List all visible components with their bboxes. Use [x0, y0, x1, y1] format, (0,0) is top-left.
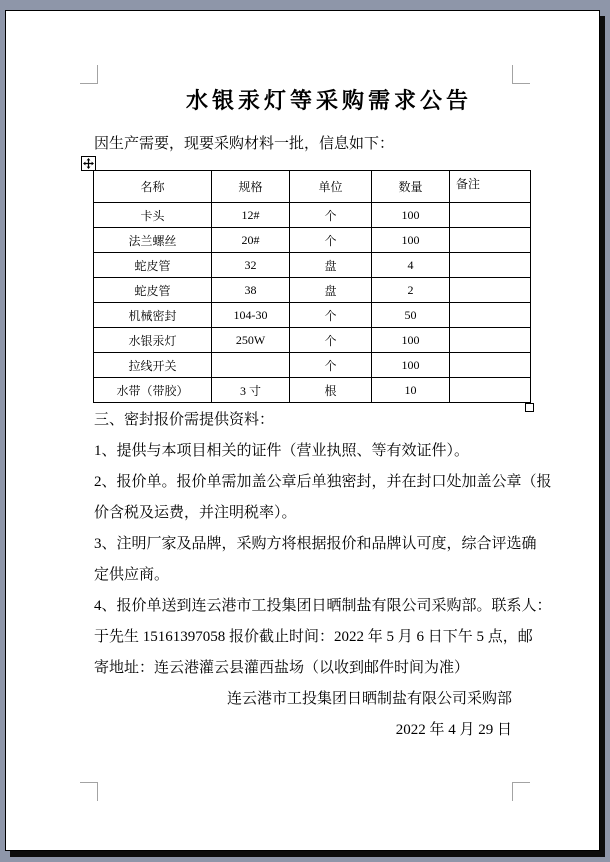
- intro-paragraph: 因生产需要，现要采购材料一批，信息如下：: [94, 136, 395, 152]
- table-cell: 100: [372, 203, 450, 228]
- table-cell: 水银汞灯: [94, 328, 212, 353]
- margin-mark-bottom-right: [512, 782, 530, 801]
- table-cell: 50: [372, 303, 450, 328]
- table-cell: 根: [290, 378, 372, 403]
- body-line: 于先生 15161397058 报价截止时间：2022 年 5 月 6 日下午 5 点，邮: [94, 629, 533, 645]
- body-line: 2022 年 4 月 29 日: [395, 722, 512, 738]
- table-cell: 4: [372, 253, 450, 278]
- table-cell: 个: [290, 328, 372, 353]
- table-header-row: [94, 171, 531, 203]
- margin-mark-top-right: [512, 65, 530, 84]
- table-cell: [450, 228, 531, 253]
- table-row: [94, 303, 531, 328]
- body-line: 2、报价单。报价单需加盖公章后单独密封，并在封口处加盖公章（报: [94, 474, 552, 490]
- table-cell: 个: [290, 353, 372, 378]
- column-header: 数量: [372, 171, 450, 203]
- table-cell: 拉线开关: [94, 353, 212, 378]
- table-cell: 蛇皮管: [94, 253, 212, 278]
- table-cell: 10: [372, 378, 450, 403]
- table-cell: 32: [212, 253, 290, 278]
- table-cell: 100: [372, 328, 450, 353]
- body-line: 3、注明厂家及品牌，采购方将根据报价和品牌认可度，综合评选确: [94, 536, 537, 552]
- table-cell: 法兰螺丝: [94, 228, 212, 253]
- table-cell: [450, 378, 531, 403]
- table-cell: 100: [372, 353, 450, 378]
- body-line: 价含税及运费，并注明税率）。: [94, 505, 297, 521]
- table-row: [94, 203, 531, 228]
- move-cross-icon: [83, 158, 94, 169]
- table-cell: 250W: [212, 328, 290, 353]
- column-header: 备注: [450, 171, 531, 203]
- table-row: [94, 328, 531, 353]
- table-cell: 盘: [290, 253, 372, 278]
- procurement-table: [93, 170, 531, 403]
- table-cell: 盘: [290, 278, 372, 303]
- table-cell: 12#: [212, 203, 290, 228]
- table-body: [94, 203, 531, 403]
- document-page: [5, 10, 600, 851]
- table-cell: 3 寸: [212, 378, 290, 403]
- table-cell: 2: [372, 278, 450, 303]
- table-cell: 个: [290, 203, 372, 228]
- table-cell: 104-30: [212, 303, 290, 328]
- margin-mark-bottom-left: [80, 782, 98, 801]
- table-cell: [212, 353, 290, 378]
- table-cell: 个: [290, 303, 372, 328]
- table-move-handle-icon[interactable]: [81, 156, 96, 171]
- table-cell: [450, 328, 531, 353]
- body-line: 4、报价单送到连云港市工投集团日晒制盐有限公司采购部。联系人：: [94, 598, 552, 614]
- column-header: 规格: [212, 171, 290, 203]
- body-line: 定供应商。: [94, 567, 170, 583]
- table-cell: 机械密封: [94, 303, 212, 328]
- margin-mark-top-left: [80, 65, 98, 84]
- table-row: [94, 228, 531, 253]
- table-row: [94, 353, 531, 378]
- table-cell: 38: [212, 278, 290, 303]
- body-line: 寄地址：连云港灌云县灌西盐场（以收到邮件时间为准）: [94, 660, 470, 676]
- table-cell: 20#: [212, 228, 290, 253]
- table-resize-handle-icon[interactable]: [525, 403, 534, 412]
- body-line: 三、密封报价需提供资料：: [94, 412, 275, 428]
- table-cell: 水带（带胶）: [94, 378, 212, 403]
- column-header: 单位: [290, 171, 372, 203]
- table-cell: [450, 203, 531, 228]
- table-cell: 100: [372, 228, 450, 253]
- table-row: [94, 278, 531, 303]
- table-cell: 蛇皮管: [94, 278, 212, 303]
- table-row: [94, 253, 531, 278]
- table-cell: [450, 303, 531, 328]
- table-cell: [450, 253, 531, 278]
- table-cell: [450, 353, 531, 378]
- table-cell: [450, 278, 531, 303]
- table-cell: 卡头: [94, 203, 212, 228]
- document-title: 水银汞灯等采购需求公告: [185, 88, 472, 113]
- body-lines: [94, 405, 552, 746]
- body-line: 1、提供与本项目相关的证件（营业执照、等有效证件）。: [94, 443, 470, 459]
- column-header: 名称: [94, 171, 212, 203]
- table-row: [94, 378, 531, 403]
- body-line: 连云港市工投集团日晒制盐有限公司采购部: [226, 691, 512, 707]
- table-cell: 个: [290, 228, 372, 253]
